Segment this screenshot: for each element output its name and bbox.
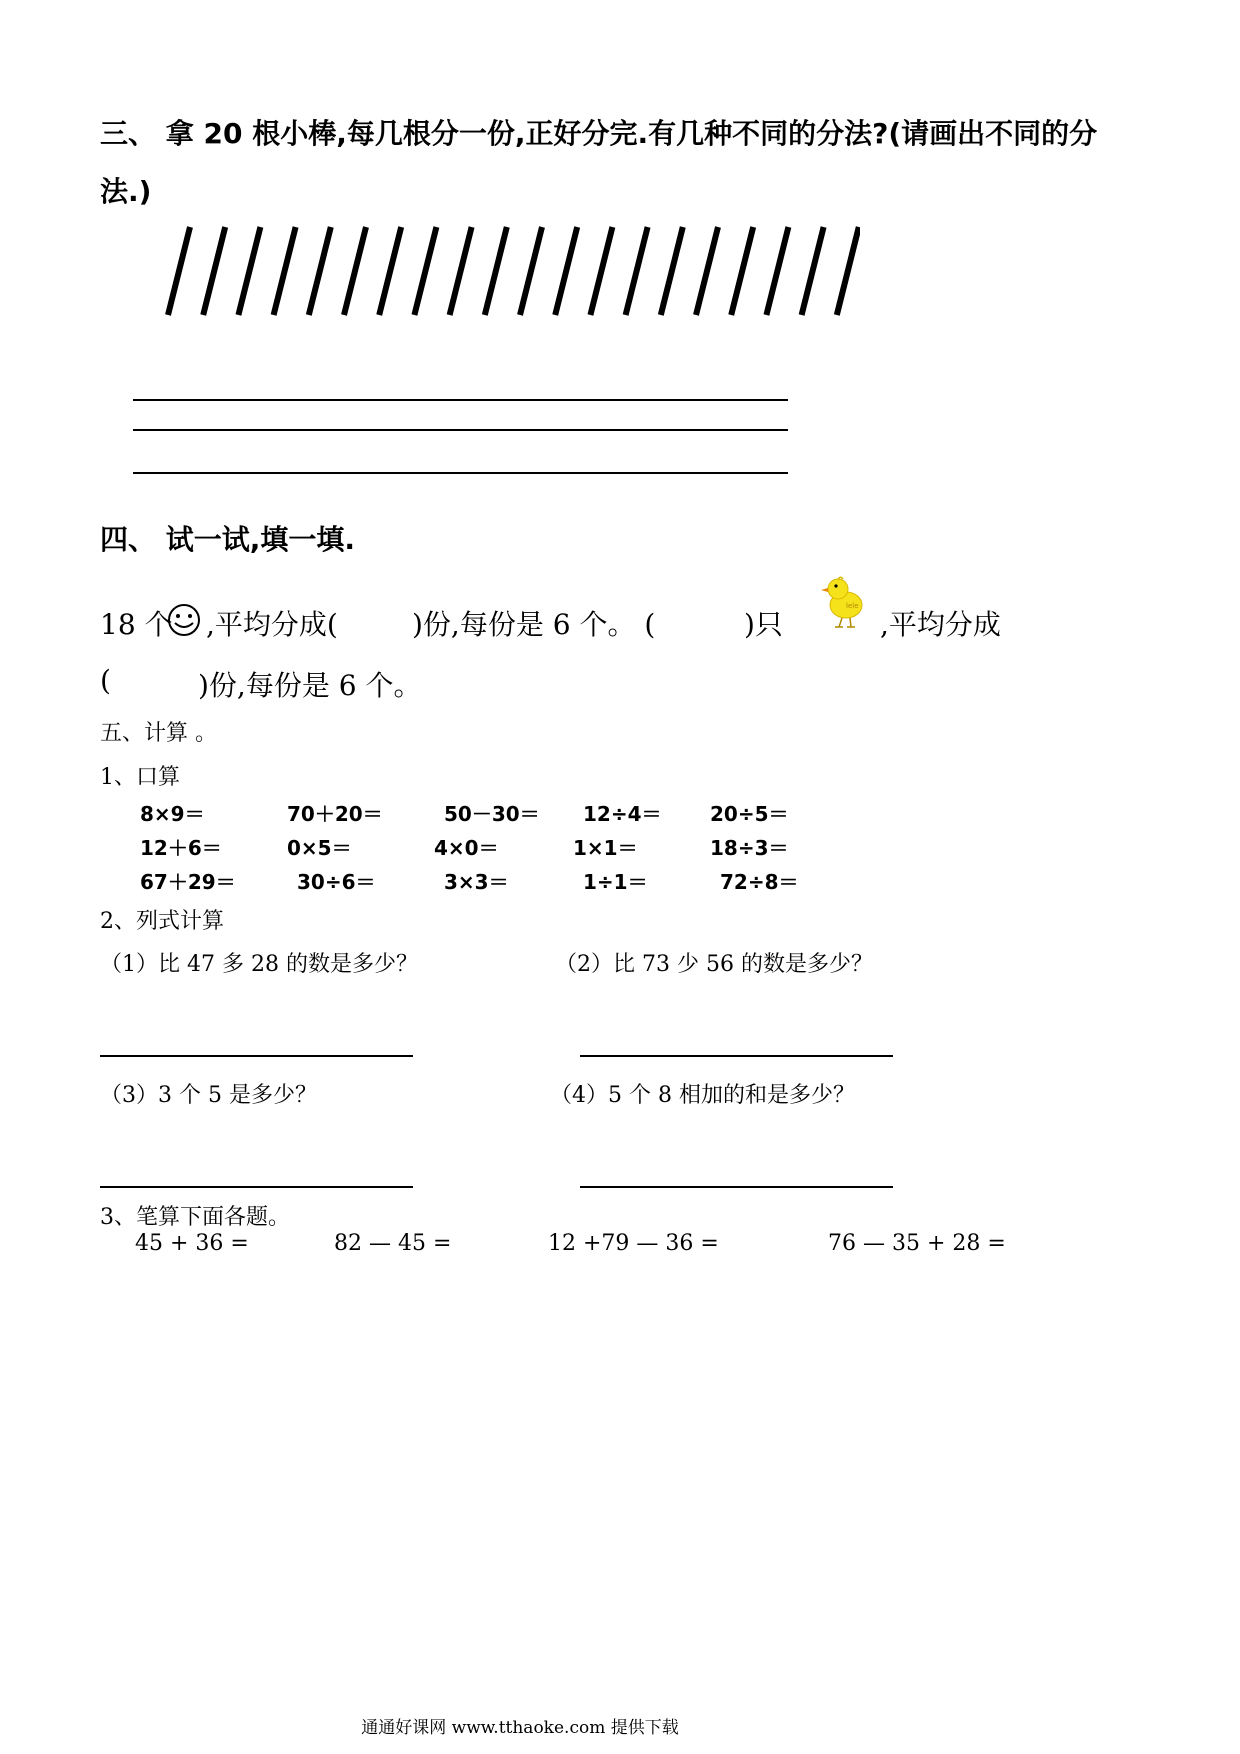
written-calc-item: 82 — 45 =	[334, 1231, 452, 1256]
mental-calc-item: 3×3＝	[444, 870, 509, 894]
stick	[731, 227, 753, 315]
mental-calc-item: 67＋29＝	[140, 870, 236, 894]
section-4-line1-d: )只	[744, 608, 783, 641]
mental-calc-item: 1÷1＝	[583, 870, 648, 894]
mental-calc-item: 20÷5＝	[710, 802, 789, 826]
word-problem-4: （4）5 个 8 相加的和是多少？	[550, 1083, 855, 1108]
word-problem-1: （1）比 47 多 28 的数是多少？	[100, 952, 418, 977]
section-4-line1-a: 18 个	[100, 608, 173, 641]
stick	[344, 227, 366, 315]
section-5-title: 五、计算 。	[100, 721, 217, 746]
stick	[379, 227, 401, 315]
mental-calc-item: 72÷8＝	[720, 870, 799, 894]
answer-line	[100, 1186, 413, 1188]
stick	[837, 227, 859, 315]
section-4-title: 四、 试一试,填一填.	[100, 523, 356, 556]
mental-calc-item: 12÷4＝	[583, 802, 662, 826]
section-3-title-line1: 三、 拿 20 根小棒,每几根分一份,正好分完.有几种不同的分法?(请画出不同的分	[100, 117, 1098, 150]
written-calc-item: 76 — 35 + 28 =	[828, 1231, 1006, 1256]
section-4-line1-b: ,平均分成(	[206, 608, 338, 641]
section-4-line1-c: )份,每份是 6 个。 (	[412, 608, 656, 641]
answer-line	[580, 1055, 893, 1057]
mental-calc-item: 4×0＝	[434, 836, 499, 860]
chick-label: lele	[846, 602, 859, 610]
mental-calc-item: 0×5＝	[287, 836, 352, 860]
stick	[238, 227, 260, 315]
answer-line	[133, 429, 788, 431]
stick	[309, 227, 331, 315]
footer-text: 通通好课网 www.tthaoke.com 提供下载	[361, 1718, 679, 1738]
mental-calc-item: 1×1＝	[573, 836, 638, 860]
section-5-sub2: 2、列式计算	[100, 909, 224, 934]
sticks-illustration	[150, 220, 860, 330]
mental-calc-item: 12＋6＝	[140, 836, 222, 860]
answer-line	[100, 1055, 413, 1057]
mental-calc-item: 50－30＝	[444, 802, 540, 826]
answer-line	[133, 399, 788, 401]
section-3-title-line2: 法.)	[100, 175, 152, 208]
section-5-sub1: 1、口算	[100, 765, 180, 790]
stick	[802, 227, 824, 315]
stick	[414, 227, 436, 315]
mental-calc-item: 8×9＝	[140, 802, 205, 826]
stick	[696, 227, 718, 315]
section-5-sub3: 3、笔算下面各题。	[100, 1205, 290, 1230]
written-calc-item: 12 +79 — 36 =	[548, 1231, 719, 1256]
section-4-line2-b: )份,每份是 6 个。	[198, 669, 422, 702]
answer-line	[133, 472, 788, 474]
stick	[450, 227, 472, 315]
stick	[590, 227, 612, 315]
stick	[555, 227, 577, 315]
word-problem-2: （2）比 73 少 56 的数是多少？	[555, 952, 873, 977]
mental-calc-item: 30÷6＝	[297, 870, 376, 894]
stick	[274, 227, 296, 315]
stick	[661, 227, 683, 315]
stick	[485, 227, 507, 315]
chick-icon	[818, 573, 868, 629]
section-4-line1-e: ,平均分成	[880, 608, 1001, 641]
mental-calc-item: 18÷3＝	[710, 836, 789, 860]
written-calc-item: 45 + 36 =	[135, 1231, 249, 1256]
word-problem-3: （3）3 个 5 是多少？	[100, 1083, 317, 1108]
smiley-icon	[164, 603, 204, 637]
section-4-line2-a: (	[100, 664, 111, 697]
stick	[168, 227, 190, 315]
mental-calc-item: 70＋20＝	[287, 802, 383, 826]
answer-line	[580, 1186, 893, 1188]
stick	[766, 227, 788, 315]
stick	[520, 227, 542, 315]
stick	[203, 227, 225, 315]
stick	[626, 227, 648, 315]
